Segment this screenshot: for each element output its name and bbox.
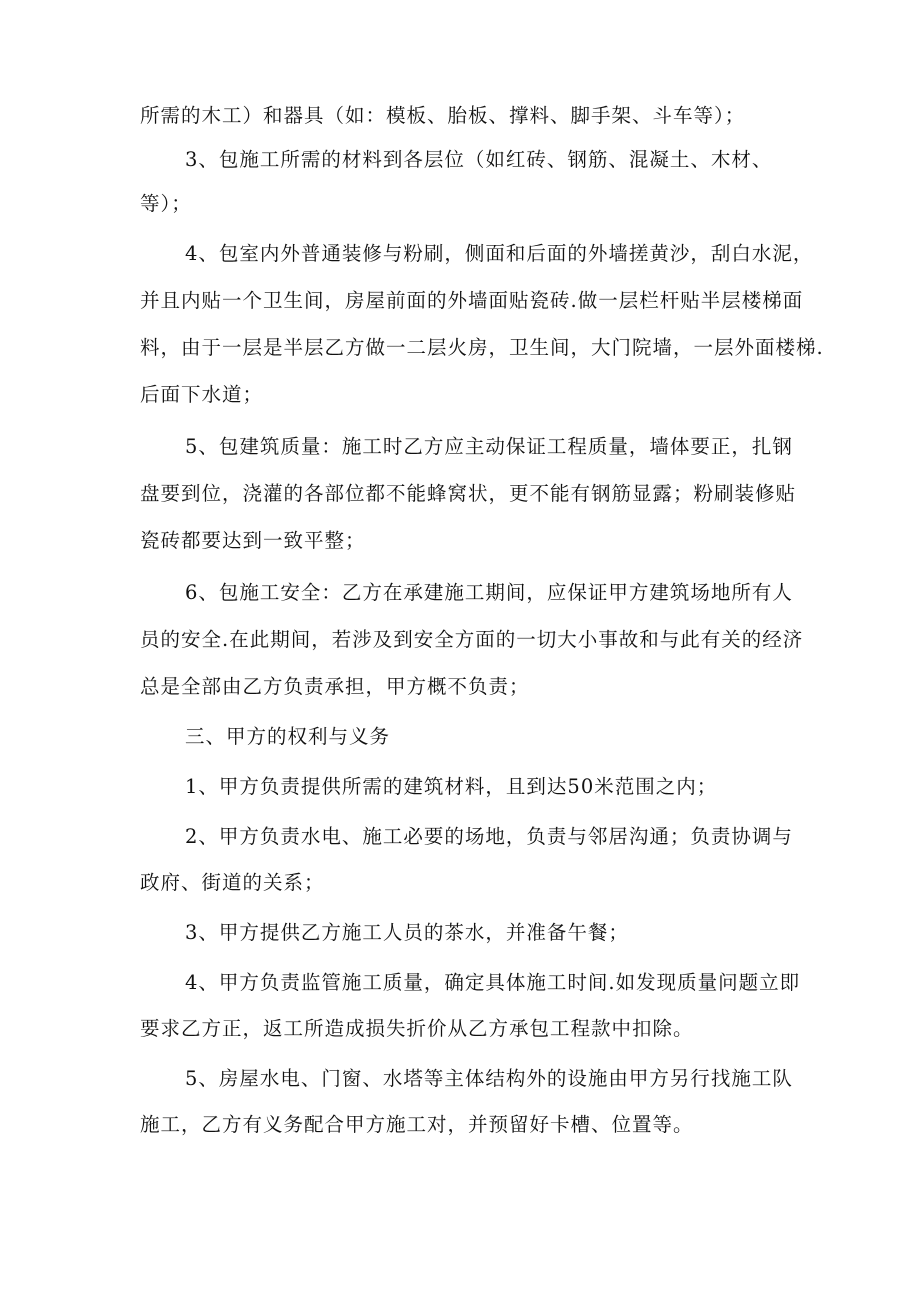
text-line: 施工，乙方有义务配合甲方施工对，并预留好卡槽、位置等。 — [140, 1113, 694, 1136]
text-line: 4、包室内外普通装修与粉刷，侧面和后面的外墙搓黄沙，刮白水泥， — [185, 242, 814, 265]
text-line: 员的安全.在此期间，若涉及到安全方面的一切大小事故和与此有关的经济 — [140, 628, 804, 651]
text-line: 政府、街道的关系； — [140, 871, 325, 894]
text-line: 要求乙方正，返工所造成损失折价从乙方承包工程款中扣除。 — [140, 1017, 694, 1040]
text-line: 盘要到位，浇灌的各部位都不能蜂窝状，更不能有钢筋显露；粉刷装修贴 — [140, 482, 797, 505]
text-line: 总是全部由乙方负责承担，甲方概不负责； — [140, 675, 530, 698]
text-line: 瓷砖都要达到一致平整； — [140, 529, 366, 552]
section-heading: 三、甲方的权利与义务 — [185, 725, 391, 748]
text-line: 3、包施工所需的材料到各层位（如红砖、钢筋、混凝土、木材、 — [185, 148, 773, 171]
text-line: 2、甲方负责水电、施工必要的场地，负责与邻居沟通；负责协调与 — [185, 825, 793, 848]
text-line: 并且内贴一个卫生间，房屋前面的外墙面贴瓷砖.做一层栏杆贴半层楼梯面 — [140, 289, 804, 312]
text-line: 1、甲方负责提供所需的建筑材料，且到达50米范围之内； — [185, 775, 718, 798]
text-line: 等）； — [140, 192, 192, 215]
text-line: 3、甲方提供乙方施工人员的茶水，并准备午餐； — [185, 921, 629, 944]
text-line: 所需的木工）和器具（如：模板、胎板、撑料、脚手架、斗车等）； — [140, 104, 746, 127]
text-line: 5、房屋水电、门窗、水塔等主体结构外的设施由甲方另行找施工队 — [185, 1067, 793, 1090]
text-line: 5、包建筑质量：施工时乙方应主动保证工程质量，墙体要正，扎钢 — [185, 435, 793, 458]
text-line: 4、甲方负责监管施工质量，确定具体施工时间.如发现质量问题立即 — [185, 971, 801, 994]
text-line: 6、包施工安全：乙方在承建施工期间，应保证甲方建筑场地所有人 — [185, 581, 793, 604]
text-line: 后面下水道； — [140, 383, 264, 406]
text-line: 料，由于一层是半层乙方做一二层火房，卫生间，大门院墙，一层外面楼梯. — [140, 336, 824, 359]
